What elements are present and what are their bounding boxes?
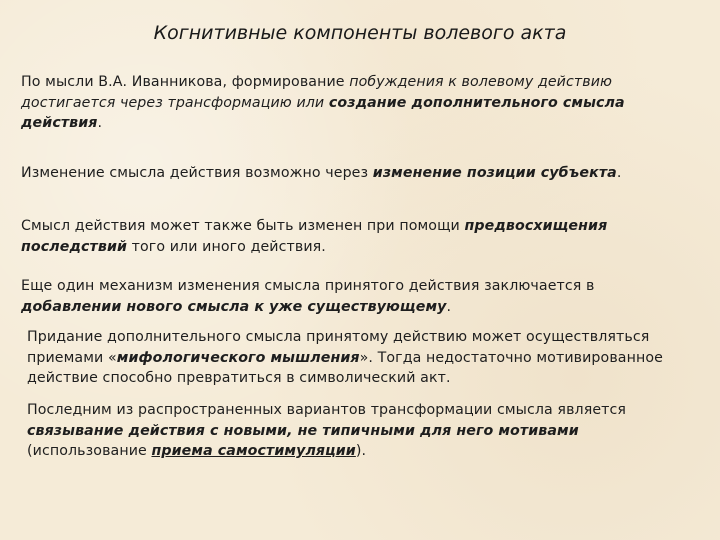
slide-title: Когнитивные компоненты волевого акта [153,22,567,44]
p6-text-b: связывание действия с новыми, не типичными для него мотивами [27,422,579,439]
paragraph-5 [27,327,687,389]
p5-text-b: мифологического мышления [116,349,360,366]
paragraph-4 [21,276,681,317]
paragraph-3 [21,216,681,257]
paragraph-2 [21,163,681,184]
p6-text-c: (использование [27,443,152,459]
p4-text-a: Еще один механизм изменения смысла принятого действия заключается в [21,278,595,294]
p1-text-c: создание дополнительного смысла действия [21,94,625,131]
p5-text-a: Придание дополнительного смысла принятому действию может осуществляться приемами « [27,329,650,366]
p2-text-a: Изменение смысла действия возможно через [21,165,373,181]
p6-text-d: приема самостимуляции [151,443,356,459]
p3-text-c: того или иного действия. [127,238,326,255]
p1-text-b: побуждения к волевому действию достигается через трансформацию или [21,74,613,111]
p3-text-a: Смысл действия может также быть изменен при помощи [21,218,465,234]
paragraph-6 [27,400,687,462]
p1-text-d: . [97,115,103,131]
p3-text-b: предвосхищения последствий [21,218,608,255]
p6-text-e: ). [355,443,367,459]
p4-text-b: добавлении нового смысла к уже существующему [21,298,447,315]
p2-text-b: изменение позиции субъекта [372,165,617,181]
p4-text-c: . [446,298,452,315]
p5-text-c: ». Тогда недостаточно мотивированное действие способно превратиться в символический акт. [27,349,663,386]
paragraph-1 [21,72,681,134]
p6-text-a: Последним из распространенных вариантов трансформации смысла является [27,402,627,418]
p2-text-c: . [616,165,622,181]
p1-text-a: По мысли В.А. Иванникова, формирование [21,74,350,90]
